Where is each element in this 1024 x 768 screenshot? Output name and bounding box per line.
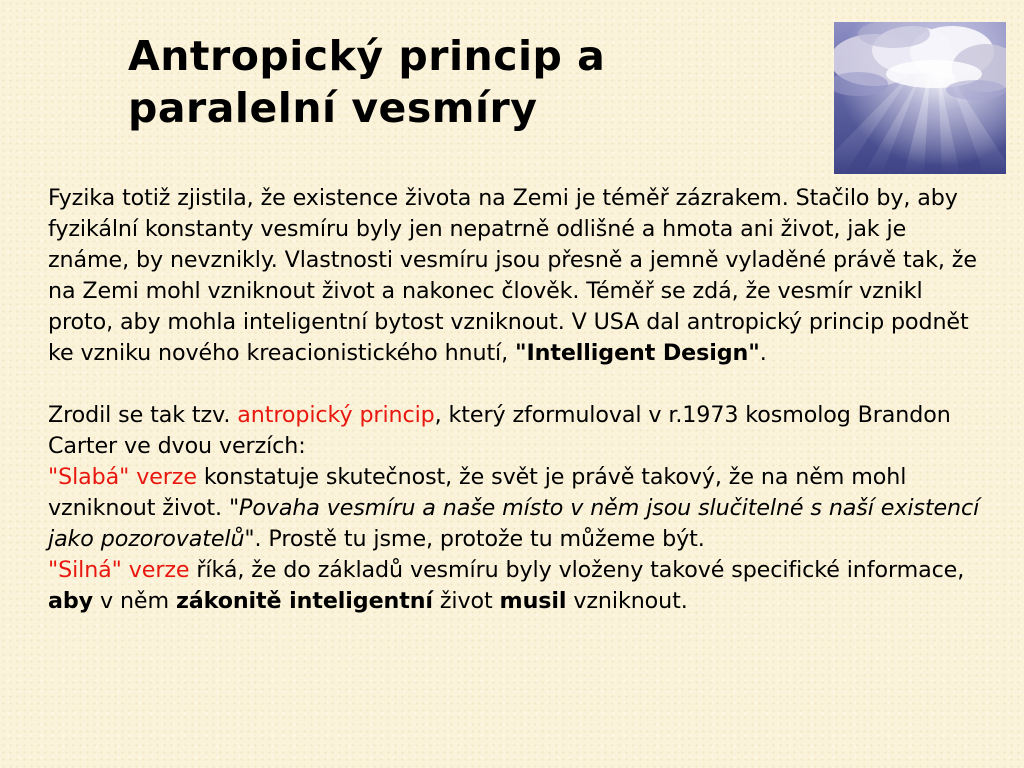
intelligent-design-term: "Intelligent Design": [515, 340, 760, 366]
strong-version-bold-2: zákonitě inteligentní: [175, 588, 433, 614]
weak-version-text: konstatuje skutečnost, že svět je právě takový, že na něm mohl vzniknout život.: [48, 464, 907, 521]
strong-version-text-3: život: [432, 588, 500, 614]
strong-version-bold-3: musil: [499, 588, 567, 614]
strong-version-bold-1: aby: [48, 588, 94, 614]
paragraph-1-text: Fyzika totiž zjistila, že existence života na Zemi je téměř zázrakem. Stačilo by, aby fyzikální konstanty vesmíru byly jen nepatrně odlišné a hmota ani život, jak je známe, by nevznikly. Vlastnosti vesmíru jsou přesně a jemně vyladěné právě tak, že na Zemi mohl vzniknout život a nakonec člověk. Téměř se zdá, že vesmír vznikl proto, aby mohla inteligentní bytost vzniknout. V USA dal antropický princip podnět ke vzniku nového kreacionistického hnutí,: [48, 185, 977, 366]
strong-version-text-2: v něm: [93, 588, 176, 614]
weak-version-label: "Slabá" verze: [48, 464, 197, 490]
paragraph-fine-tuning: [48, 183, 988, 369]
paragraph-weak-version: [48, 462, 988, 555]
paragraph-1-end: .: [759, 340, 767, 366]
strong-version-label: "Silná" verze: [48, 557, 190, 583]
clouds-sunrays-image: [834, 22, 1006, 174]
weak-version-end: . Prostě tu jsme, protože tu můžeme být.: [254, 526, 705, 552]
title-line-1: Antropický princip a: [128, 32, 606, 80]
strong-version-text-4: vzniknout.: [566, 588, 688, 614]
slide-body: [48, 183, 988, 617]
slide-title: [128, 30, 768, 134]
anthropic-principle-term: antropický princip: [237, 402, 435, 428]
strong-version-text-1: říká, že do základů vesmíru byly vloženy takové specifické informace,: [189, 557, 965, 583]
paragraph-anthropic-principle: [48, 400, 988, 462]
paragraph-2-intro: Zrodil se tak tzv.: [48, 402, 238, 428]
weak-version-quote: "Povaha vesmíru a naše místo v něm jsou slučitelné s naší existencí jako pozorovatelů": [48, 495, 980, 552]
paragraph-2-rest: , který zformuloval v r.1973 kosmolog Brandon Carter ve dvou verzích:: [48, 402, 951, 459]
paragraph-strong-version: [48, 555, 988, 617]
title-line-2: paralelní vesmíry: [128, 84, 538, 132]
paragraph-spacer: [48, 369, 988, 400]
